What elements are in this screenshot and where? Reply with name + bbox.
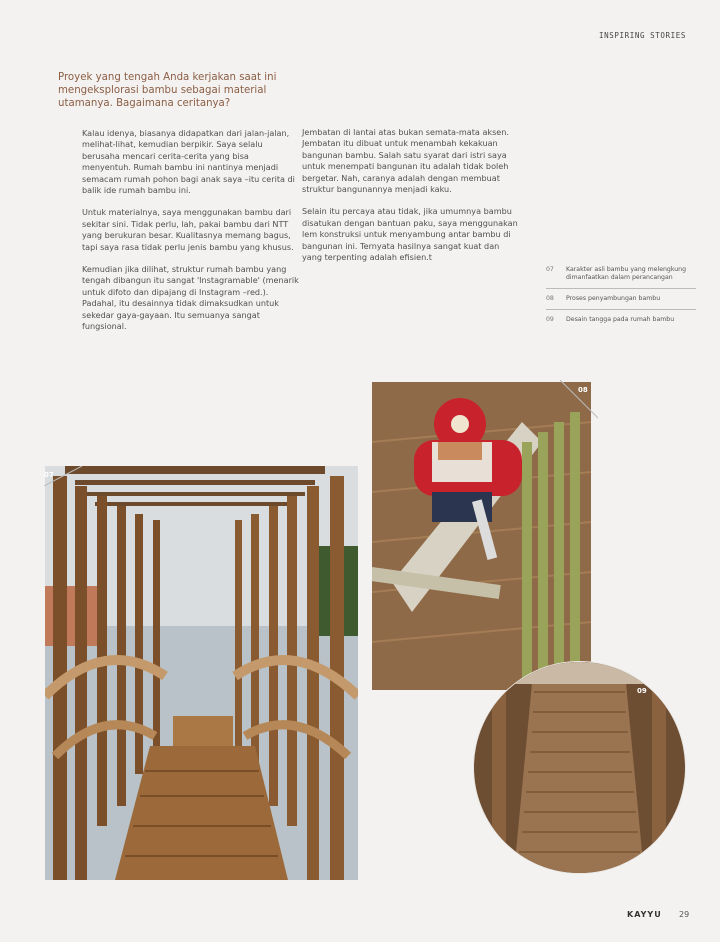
caption-number: 08 (546, 295, 554, 302)
caption-item (546, 295, 706, 303)
photo-number-08: 08 (578, 386, 588, 394)
photo-bamboo-bridge (45, 466, 358, 880)
caption-item (546, 316, 706, 324)
page-number: 29 (679, 910, 690, 919)
paragraph: Kemudian jika dilihat, struktur rumah bambu yang tengah dibangun itu sangat 'Instagramable' (menarik untuk difoto dan dipajang di Instagram –red.). Padahal, itu desainnya tidak dimaksudkan untuk sekedar gaya-gayaan. Itu semuanya sangat fungsional. (82, 264, 299, 332)
photo-corner-mark (44, 466, 84, 486)
caption-item (546, 266, 706, 282)
interview-question: Proyek yang tengah Anda kerjakan saat ini mengeksplorasi bambu sebagai material utamanya. Bagaimana ceritanya? (58, 72, 277, 109)
section-header: INSPIRING STORIES (599, 31, 686, 40)
caption-number: 07 (546, 266, 554, 273)
caption-text: Desain tangga pada rumah bambu (566, 316, 675, 323)
caption-number: 09 (546, 316, 554, 323)
photo-captions (546, 266, 706, 332)
text-column-2 (302, 127, 520, 274)
paragraph: Jembatan di lantai atas bukan semata-mata aksen. Jembatan itu dibuat untuk menambah kekakuan bangunan bambu. Salah satu syarat dari istri saya untuk menempati bangunan itu adalah tidak boleh bergetar. Nah, caranya adalah dengan membuat struktur bangunannya menjadi kaku. (302, 127, 509, 195)
photo-corner-mark (560, 380, 600, 420)
text-column-1 (82, 128, 300, 344)
photo-number-07: 07 (44, 471, 54, 479)
caption-divider (546, 288, 696, 289)
paragraph: Selain itu percaya atau tidak, jika umumnya bambu disatukan dengan bantuan paku, saya menggunakan lem konstruksi untuk menyambung antar bambu di bangunan ini. Ternyata hasilnya sangat kuat dan yang terpenting adalah efisien.t (302, 206, 518, 263)
magazine-brand: KAYYU (627, 910, 662, 919)
photo-worker-joining-bamboo (372, 382, 591, 690)
paragraph: Kalau idenya, biasanya didapatkan dari jalan-jalan, melihat-lihat, kemudian berpikir. Saya selalu berusaha mencari cerita-cerita yang bisa menyentuh. Rumah bambu ini nantinya menjadi semacam rumah pohon bagi anak saya –itu cerita di balik ide rumah bambu ini. (82, 128, 295, 196)
photo-number-09: 09 (637, 687, 647, 695)
caption-divider (546, 309, 696, 310)
caption-text: Proses penyambungan bambu (566, 295, 661, 302)
photo-bamboo-stairs (474, 662, 685, 873)
caption-text: Karakter asli bambu yang melengkung dimanfaatkan dalam perancangan (566, 266, 687, 281)
paragraph: Untuk materialnya, saya menggunakan bambu dari sekitar sini. Tidak perlu, lah, pakai bambu dari NTT yang berukuran besar. Kualitasnya memang bagus, tapi saya rasa tidak perlu jenis bambu yang khusus. (82, 207, 294, 252)
